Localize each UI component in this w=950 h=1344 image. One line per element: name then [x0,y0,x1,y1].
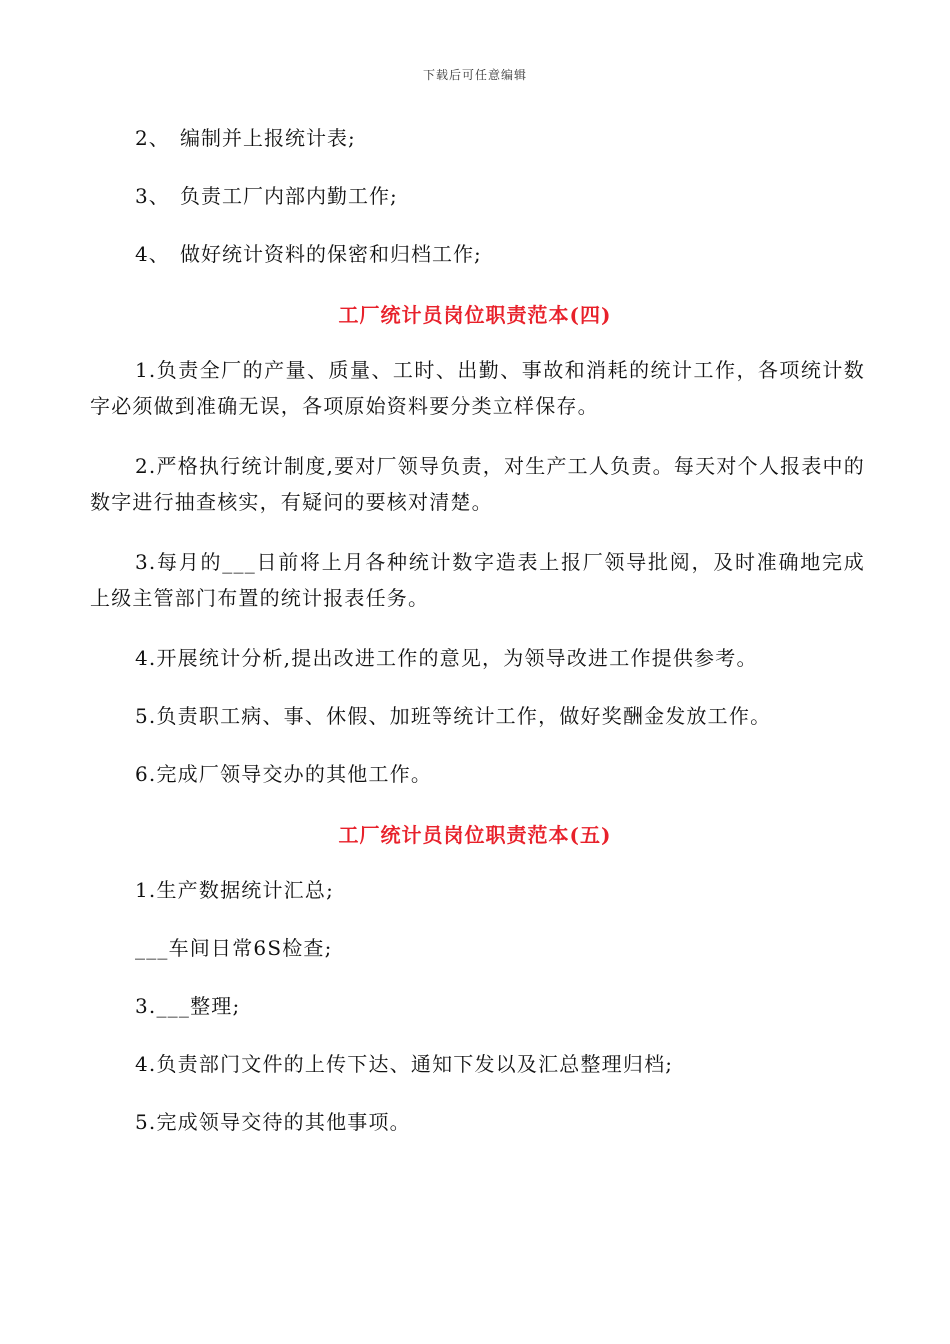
section-heading-4: 工厂统计员岗位职责范本(四) [338,303,612,327]
header-note: 下载后可任意编辑 [422,68,527,82]
paragraph: 6.完成厂领导交办的其他工作。 [135,762,433,786]
list-item [135,125,356,151]
paragraph: 2.严格执行统计制度,要对厂领导负责，对生产工人负责。每天对个人报表中的数字进行抽查核实，有疑问的要核对清楚。 [90,454,865,514]
list-item-text: 编制并上报统计表; [180,126,356,150]
paragraph: 4.负责部门文件的上传下达、通知下发以及汇总整理归档; [135,1052,674,1076]
list-item-text: 做好统计资料的保密和归档工作; [180,242,482,266]
paragraph: 4.开展统计分析,提出改进工作的意见，为领导改进工作提供参考。 [135,646,758,670]
list-item [135,183,398,209]
paragraph: 1.生产数据统计汇总; [135,878,335,902]
list-item [135,241,482,267]
paragraph: 5.完成领导交待的其他事项。 [135,1110,411,1134]
list-item-text: 负责工厂内部内勤工作; [180,184,398,208]
section-heading-5: 工厂统计员岗位职责范本(五) [338,823,612,847]
paragraph: 3.___整理; [135,994,241,1018]
list-item-number: 2、 [135,126,170,150]
list-item-number: 3、 [135,184,170,208]
paragraph: 5.负责职工病、事、休假、加班等统计工作，做好奖酬金发放工作。 [135,704,772,728]
paragraph: 3.每月的___日前将上月各种统计数字造表上报厂领导批阅，及时准确地完成上级主管部门布置的统计报表任务。 [90,550,865,610]
paragraph: 1.负责全厂的产量、质量、工时、出勤、事故和消耗的统计工作，各项统计数字必须做到准确无误，各项原始资料要分类立样保存。 [90,358,865,418]
paragraph: ___车间日常6S检查; [135,936,333,960]
list-item-number: 4、 [135,242,170,266]
